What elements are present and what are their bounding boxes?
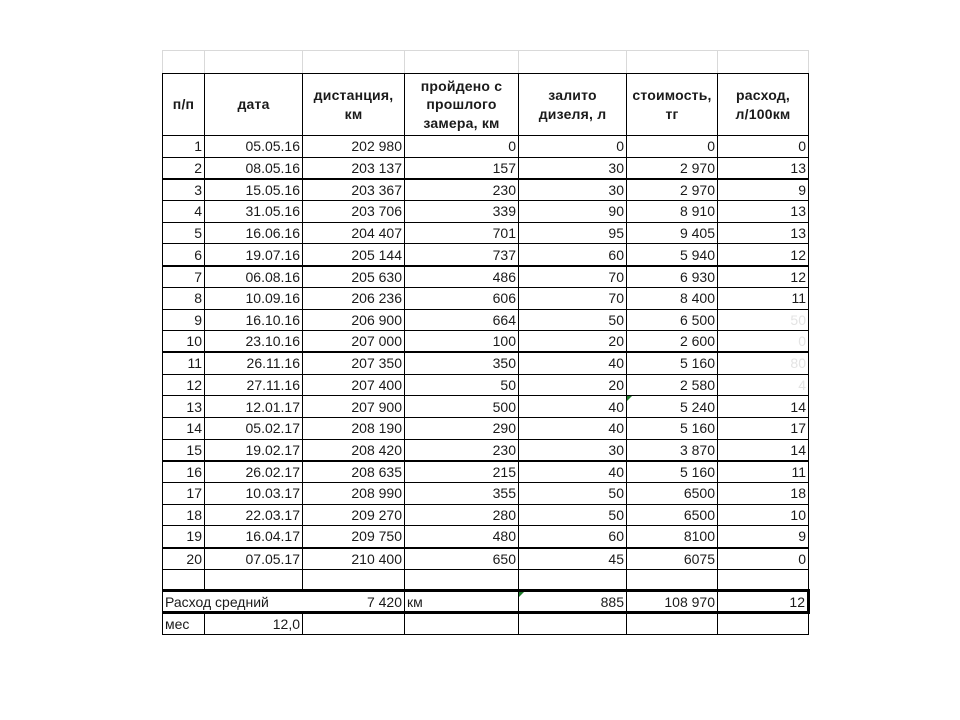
row-fuel[interactable]: 70 [519,287,627,309]
row-distance[interactable]: 207 400 [303,374,405,396]
row-number[interactable]: 1 [163,136,205,158]
row-cost[interactable]: 3 870 [627,439,718,461]
table-row [163,287,809,309]
header-since-last[interactable]: пройдено с прошлого замера, км [405,74,519,136]
row-distance[interactable]: 205 144 [303,244,405,266]
row-date[interactable]: 07.05.17 [205,548,303,570]
table-row [163,201,809,223]
row-consumption[interactable]: 9 [718,526,809,548]
row-consumption[interactable]: 13 [718,157,809,179]
row-fuel[interactable]: 50 [519,483,627,505]
row-distance[interactable]: 202 980 [303,136,405,158]
row-number[interactable]: 20 [163,548,205,570]
row-fuel[interactable]: 40 [519,352,627,374]
row-fuel[interactable]: 50 [519,504,627,526]
row-since-last[interactable]: 339 [405,201,519,223]
row-date[interactable]: 05.05.16 [205,136,303,158]
row-date[interactable]: 19.02.17 [205,439,303,461]
months-label[interactable]: мес [163,613,205,635]
row-date[interactable]: 19.07.16 [205,244,303,266]
row-since-last[interactable]: 215 [405,461,519,483]
row-date[interactable]: 16.06.16 [205,222,303,244]
empty-row [163,569,809,591]
row-distance[interactable]: 208 635 [303,461,405,483]
row-since-last[interactable]: 486 [405,266,519,288]
table-row [163,136,809,158]
table-row [163,461,809,483]
months-row [163,613,809,635]
table-row [163,439,809,461]
row-consumption[interactable]: 10 [718,504,809,526]
row-date[interactable]: 12.01.17 [205,396,303,418]
cell[interactable] [627,569,718,591]
row-consumption[interactable]: 14 [718,396,809,418]
row-fuel[interactable]: 20 [519,331,627,353]
row-distance[interactable]: 205 630 [303,266,405,288]
row-date[interactable]: 26.02.17 [205,461,303,483]
row-date[interactable]: 31.05.16 [205,201,303,223]
table-row [163,266,809,288]
row-number[interactable]: 2 [163,157,205,179]
summary-row [163,591,809,613]
table-row [163,352,809,374]
row-fuel[interactable]: 90 [519,201,627,223]
row-since-last[interactable]: 737 [405,244,519,266]
row-fuel[interactable]: 30 [519,439,627,461]
table-row [163,222,809,244]
row-date[interactable]: 10.03.17 [205,483,303,505]
row-cost[interactable]: 6075 [627,548,718,570]
cell[interactable] [205,51,303,74]
table-row [163,526,809,548]
row-consumption[interactable]: 0 [718,331,809,353]
row-consumption[interactable]: 9 [718,179,809,201]
row-since-last[interactable]: 664 [405,309,519,331]
row-consumption[interactable]: 12 [718,244,809,266]
row-cost[interactable]: 5 940 [627,244,718,266]
row-consumption[interactable]: 13 [718,222,809,244]
row-since-last[interactable]: 480 [405,526,519,548]
row-cost[interactable]: 5 160 [627,461,718,483]
row-distance[interactable]: 207 000 [303,331,405,353]
row-since-last[interactable]: 290 [405,417,519,439]
summary-consumption[interactable]: 12 [718,591,809,613]
row-date[interactable]: 22.03.17 [205,504,303,526]
row-consumption[interactable]: 0 [718,548,809,570]
row-since-last[interactable]: 280 [405,504,519,526]
row-number[interactable]: 17 [163,483,205,505]
row-fuel[interactable]: 20 [519,374,627,396]
cell[interactable] [718,569,809,591]
row-number[interactable]: 19 [163,526,205,548]
row-fuel[interactable]: 45 [519,548,627,570]
row-cost[interactable]: 6500 [627,483,718,505]
row-cost[interactable]: 8 400 [627,287,718,309]
row-consumption[interactable]: 13 [718,201,809,223]
row-since-last[interactable]: 500 [405,396,519,418]
row-fuel[interactable]: 40 [519,396,627,418]
row-fuel[interactable]: 40 [519,417,627,439]
empty-row [163,51,809,74]
row-consumption[interactable]: 11 [718,287,809,309]
cell[interactable] [519,51,627,74]
row-consumption[interactable]: 4 [718,374,809,396]
row-distance[interactable]: 208 420 [303,439,405,461]
row-distance[interactable]: 204 407 [303,222,405,244]
row-distance[interactable]: 203 137 [303,157,405,179]
row-distance[interactable]: 208 990 [303,483,405,505]
row-consumption[interactable]: 17 [718,417,809,439]
row-since-last[interactable]: 230 [405,179,519,201]
row-since-last[interactable]: 350 [405,352,519,374]
row-number[interactable]: 4 [163,201,205,223]
cell[interactable] [303,51,405,74]
row-cost[interactable]: 5 160 [627,352,718,374]
row-since-last[interactable]: 50 [405,374,519,396]
row-consumption[interactable]: 18 [718,483,809,505]
row-date[interactable]: 15.05.16 [205,179,303,201]
cell[interactable] [627,613,718,635]
row-since-last[interactable]: 606 [405,287,519,309]
table-row [163,309,809,331]
cell[interactable] [303,613,405,635]
cell[interactable] [519,613,627,635]
table-row [163,396,809,418]
table-row [163,331,809,353]
cell[interactable] [405,51,519,74]
cell[interactable] [519,569,627,591]
row-fuel[interactable]: 40 [519,461,627,483]
row-cost[interactable]: 0 [627,136,718,158]
row-consumption[interactable]: 80 [718,352,809,374]
table-row [163,417,809,439]
row-distance[interactable]: 206 900 [303,309,405,331]
row-number[interactable]: 8 [163,287,205,309]
row-number[interactable]: 18 [163,504,205,526]
row-fuel[interactable]: 0 [519,136,627,158]
row-cost[interactable]: 9 405 [627,222,718,244]
row-number[interactable]: 15 [163,439,205,461]
summary-distance[interactable]: 7 420 [303,591,405,613]
row-fuel[interactable]: 70 [519,266,627,288]
row-number[interactable]: 11 [163,352,205,374]
cell[interactable] [163,51,205,74]
months-value[interactable]: 12,0 [205,613,303,635]
summary-cost[interactable]: 108 970 [627,591,718,613]
row-date[interactable]: 06.08.16 [205,266,303,288]
row-distance[interactable]: 207 900 [303,396,405,418]
row-distance[interactable]: 207 350 [303,352,405,374]
row-number[interactable]: 6 [163,244,205,266]
row-consumption[interactable]: 14 [718,439,809,461]
header-distance[interactable]: дистанция, км [303,74,405,136]
row-cost[interactable]: 6 500 [627,309,718,331]
row-cost[interactable]: 8 910 [627,201,718,223]
fuel-log-table [162,50,810,635]
row-consumption[interactable]: 12 [718,266,809,288]
row-number[interactable]: 3 [163,179,205,201]
header-fuel[interactable]: залито дизеля, л [519,74,627,136]
row-date[interactable]: 23.10.16 [205,331,303,353]
row-date[interactable]: 26.11.16 [205,352,303,374]
row-since-last[interactable]: 157 [405,157,519,179]
row-date[interactable]: 16.10.16 [205,309,303,331]
cell[interactable] [718,51,809,74]
row-consumption[interactable]: 50 [718,309,809,331]
row-distance[interactable]: 203 367 [303,179,405,201]
table-row [163,157,809,179]
header-cost[interactable]: стоимость, тг [627,74,718,136]
row-fuel[interactable]: 30 [519,179,627,201]
row-cost[interactable]: 8100 [627,526,718,548]
summary-distance-unit[interactable]: км [405,591,519,613]
row-since-last[interactable]: 230 [405,439,519,461]
row-cost[interactable]: 5 160 [627,417,718,439]
row-fuel[interactable]: 50 [519,309,627,331]
row-date[interactable]: 05.02.17 [205,417,303,439]
row-distance[interactable]: 209 270 [303,504,405,526]
row-number[interactable]: 14 [163,417,205,439]
row-number[interactable]: 10 [163,331,205,353]
row-cost[interactable]: 2 970 [627,179,718,201]
row-number[interactable]: 9 [163,309,205,331]
row-fuel[interactable]: 60 [519,244,627,266]
row-distance[interactable]: 208 190 [303,417,405,439]
row-number[interactable]: 5 [163,222,205,244]
row-cost[interactable]: 6 930 [627,266,718,288]
row-number[interactable]: 12 [163,374,205,396]
row-fuel[interactable]: 95 [519,222,627,244]
cell[interactable] [405,613,519,635]
row-number[interactable]: 16 [163,461,205,483]
row-cost[interactable]: 6500 [627,504,718,526]
row-distance[interactable]: 206 236 [303,287,405,309]
row-cost[interactable]: 2 600 [627,331,718,353]
row-consumption[interactable]: 0 [718,136,809,158]
row-date[interactable]: 27.11.16 [205,374,303,396]
table-row [163,548,809,570]
row-cost[interactable]: 2 970 [627,157,718,179]
row-number[interactable]: 13 [163,396,205,418]
cell[interactable] [718,613,809,635]
row-fuel[interactable]: 30 [519,157,627,179]
summary-label[interactable]: Расход средний [163,591,303,613]
row-date[interactable]: 10.09.16 [205,287,303,309]
header-row [163,74,809,136]
table-row [163,483,809,505]
row-since-last[interactable]: 0 [405,136,519,158]
header-num[interactable]: п/п [163,74,205,136]
row-since-last[interactable]: 100 [405,331,519,353]
row-since-last[interactable]: 355 [405,483,519,505]
row-distance[interactable]: 203 706 [303,201,405,223]
header-date[interactable]: дата [205,74,303,136]
cell[interactable] [405,569,519,591]
row-cost[interactable]: 2 580 [627,374,718,396]
table-row [163,504,809,526]
table-row [163,244,809,266]
cell[interactable] [303,569,405,591]
summary-fuel[interactable]: 885 [519,591,627,613]
table-row [163,179,809,201]
header-consumption[interactable]: расход, л/100км [718,74,809,136]
row-fuel[interactable]: 60 [519,526,627,548]
cell[interactable] [627,51,718,74]
row-since-last[interactable]: 650 [405,548,519,570]
row-consumption[interactable]: 11 [718,461,809,483]
row-since-last[interactable]: 701 [405,222,519,244]
cell[interactable] [205,569,303,591]
row-distance[interactable]: 209 750 [303,526,405,548]
table-row [163,374,809,396]
row-cost[interactable]: 5 240 [627,396,718,418]
row-number[interactable]: 7 [163,266,205,288]
cell[interactable] [163,569,205,591]
row-date[interactable]: 16.04.17 [205,526,303,548]
row-distance[interactable]: 210 400 [303,548,405,570]
row-date[interactable]: 08.05.16 [205,157,303,179]
